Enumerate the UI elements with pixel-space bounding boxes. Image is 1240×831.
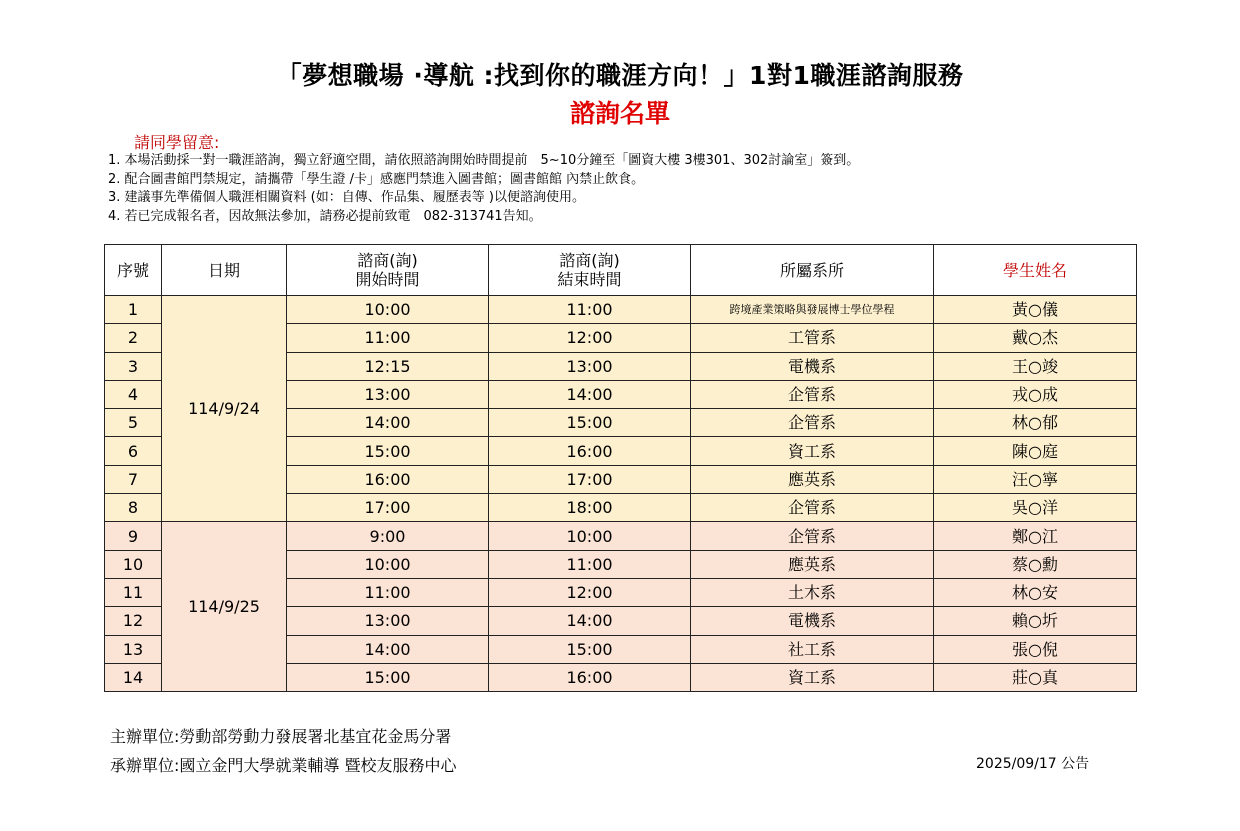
notice-item: 3. 建議事先準備個人職涯相關資料 (如：自傳、作品集、履歷表等 )以便諮詢使用。 [108,190,585,205]
announcement-date: 2025/09/17 公告 [976,756,1090,772]
organizer-line: 主辦單位:勞動部勞動力發展署北基宜花金馬分署 [110,727,452,746]
start-time: 13:00 [287,380,489,408]
student-name: 陳○庭 [934,437,1137,465]
end-time: 13:00 [489,352,691,380]
header-end-line1: 諮商(詢) [559,251,620,270]
department: 電機系 [691,607,934,635]
department: 企管系 [691,494,934,522]
end-time: 11:00 [489,296,691,324]
date-cell: 114/9/24 [162,296,287,522]
end-time: 18:00 [489,494,691,522]
student-name: 王○竣 [934,352,1137,380]
start-time: 14:00 [287,409,489,437]
department: 電機系 [691,352,934,380]
row-number: 7 [105,465,162,493]
notice-item: 1. 本場活動採一對一職涯諮詢，獨立舒適空間，請依照諮詢開始時間提前 5~10分鐘至「圖資大樓 3樓301、302討論室」簽到。 [108,153,860,168]
notice-item: 4. 若已完成報名者，因故無法參加，請務必提前致電 082-313741告知。 [108,208,542,224]
header-end-time [489,245,691,296]
end-time: 10:00 [489,522,691,550]
department: 資工系 [691,663,934,691]
student-name: 林○安 [934,578,1137,606]
header-student-name: 學生姓名 [934,245,1137,296]
row-number: 12 [105,607,162,635]
department: 跨境產業策略與發展博士學位學程 [691,296,934,324]
row-number: 5 [105,409,162,437]
header-date: 日期 [162,245,287,296]
header-end-line2: 結束時間 [557,270,622,289]
department: 企管系 [691,409,934,437]
student-name: 吳○洋 [934,494,1137,522]
row-number: 8 [105,494,162,522]
notice-list [108,152,859,226]
start-time: 15:00 [287,437,489,465]
consultation-table [104,244,1137,692]
start-time: 14:00 [287,635,489,663]
row-number: 13 [105,635,162,663]
start-time: 13:00 [287,607,489,635]
start-time: 16:00 [287,465,489,493]
end-time: 14:00 [489,607,691,635]
start-time: 15:00 [287,663,489,691]
row-number: 4 [105,380,162,408]
department: 應英系 [691,550,934,578]
table-header-row [105,245,1137,296]
end-time: 14:00 [489,380,691,408]
end-time: 11:00 [489,550,691,578]
start-time: 11:00 [287,324,489,352]
end-time: 12:00 [489,578,691,606]
date-cell: 114/9/25 [162,522,287,692]
table-row [105,296,1137,324]
start-time: 9:00 [287,522,489,550]
header-department: 所屬系所 [691,245,934,296]
department: 企管系 [691,380,934,408]
end-time: 16:00 [489,437,691,465]
department: 社工系 [691,635,934,663]
row-number: 10 [105,550,162,578]
student-name: 鄭○江 [934,522,1137,550]
student-name: 黃○儀 [934,296,1137,324]
student-name: 蔡○勳 [934,550,1137,578]
end-time: 16:00 [489,663,691,691]
student-name: 林○郁 [934,409,1137,437]
table-row [105,522,1137,550]
student-name: 賴○圻 [934,607,1137,635]
department: 企管系 [691,522,934,550]
header-start-time [287,245,489,296]
end-time: 12:00 [489,324,691,352]
start-time: 10:00 [287,296,489,324]
start-time: 17:00 [287,494,489,522]
header-no: 序號 [105,245,162,296]
header-start-line2: 開始時間 [355,270,420,289]
student-name: 汪○寧 [934,465,1137,493]
row-number: 1 [105,296,162,324]
start-time: 12:15 [287,352,489,380]
end-time: 15:00 [489,409,691,437]
end-time: 15:00 [489,635,691,663]
notice-heading: 請同學留意: [134,133,220,152]
student-name: 戴○杰 [934,324,1137,352]
row-number: 14 [105,663,162,691]
header-start-line1: 諮商(詢) [357,251,418,270]
row-number: 9 [105,522,162,550]
start-time: 10:00 [287,550,489,578]
notice-item: 2. 配合圖書館門禁規定，請攜帶「學生證 /卡」感應門禁進入圖書館；圖書館館 內禁止飲食。 [108,171,645,187]
row-number: 2 [105,324,162,352]
row-number: 6 [105,437,162,465]
department: 資工系 [691,437,934,465]
student-name: 莊○真 [934,663,1137,691]
end-time: 17:00 [489,465,691,493]
department: 土木系 [691,578,934,606]
co-organizer-line: 承辦單位:國立金門大學就業輔導 暨校友服務中心 [110,756,457,775]
department: 工管系 [691,324,934,352]
student-name: 張○倪 [934,635,1137,663]
department: 應英系 [691,465,934,493]
page-subtitle: 諮詢名單 [569,99,670,128]
row-number: 11 [105,578,162,606]
student-name: 戎○成 [934,380,1137,408]
row-number: 3 [105,352,162,380]
page-title: 「夢想職場 ·導航 :找到你的職涯方向！」1對1職涯諮詢服務 [276,61,964,90]
start-time: 11:00 [287,578,489,606]
